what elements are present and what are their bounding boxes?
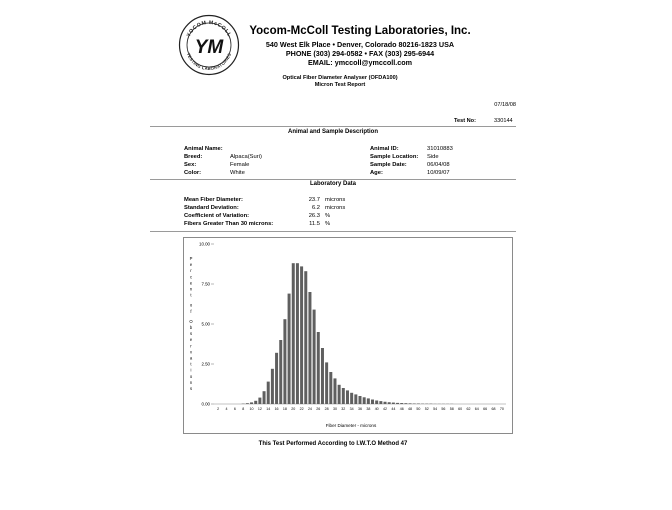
x-tick-label: 18 — [282, 407, 287, 411]
y-tick-label: 7.50 — [201, 281, 210, 287]
y-axis-label-char: c — [189, 274, 193, 280]
color-value: White — [230, 170, 245, 176]
x-tick-label: 32 — [341, 407, 346, 411]
histogram-bar — [317, 332, 320, 404]
sample-location-value: Side — [427, 154, 439, 160]
divider — [150, 179, 516, 180]
x-tick-label: 36 — [358, 407, 362, 411]
y-axis-label-char: e — [189, 337, 193, 343]
cv-unit: % — [325, 213, 331, 219]
animal-id-value: 31010883 — [427, 146, 453, 152]
histogram-bar — [367, 398, 370, 404]
histogram-bar — [258, 398, 261, 404]
x-tick-label: 2 — [217, 407, 220, 411]
y-axis-label-char: s — [189, 386, 193, 391]
color-label: Color: — [184, 170, 202, 176]
logo-mark: YM — [194, 37, 224, 58]
report-date: 07/18/08 — [494, 102, 516, 108]
sample-date-value: 06/04/08 — [427, 162, 450, 168]
histogram-bar — [321, 348, 324, 404]
method-footer: This Test Performed According to I.W.T.O Method 47 — [258, 441, 408, 447]
x-tick-label: 48 — [408, 407, 413, 411]
histogram-bar — [354, 394, 357, 404]
animal-section-title: Animal and Sample Description — [287, 129, 379, 135]
histogram-bar — [308, 292, 311, 404]
y-axis-label-char: t — [190, 292, 192, 298]
histogram-bar — [250, 402, 253, 404]
x-tick-label: 26 — [316, 407, 321, 411]
y-axis-label-char: P — [189, 256, 193, 261]
y-axis-label-char: e — [189, 262, 193, 268]
x-tick-label: 12 — [257, 407, 262, 411]
x-tick-label: 60 — [458, 407, 463, 411]
histogram-bar — [263, 391, 266, 404]
company-address: 540 West Elk Place • Denver, Colorado 80216-1823 USA — [265, 40, 455, 49]
histogram-bar — [409, 403, 412, 404]
x-tick-label: 8 — [242, 407, 245, 411]
mfd-label: Mean Fiber Diameter: — [184, 197, 243, 203]
histogram-bar — [379, 401, 382, 404]
histogram-bar — [359, 396, 362, 404]
breed-value: Alpaca(Suri) — [230, 154, 262, 160]
y-axis-label-char: v — [189, 349, 193, 355]
cv-label: Coefficient of Variation: — [184, 213, 250, 219]
y-axis-label-char: n — [189, 379, 193, 385]
y-axis-label-char: e — [189, 280, 193, 286]
histogram-bar — [396, 403, 399, 404]
sd-label: Standard Deviation: — [184, 205, 239, 211]
mfd-unit: microns — [325, 197, 346, 203]
x-tick-label: 34 — [349, 407, 354, 411]
animal-name-label: Animal Name: — [184, 146, 223, 152]
histogram-bar — [392, 403, 395, 404]
x-tick-label: 56 — [441, 407, 446, 411]
test-no-value: 330144 — [494, 118, 513, 124]
x-tick-label: 10 — [249, 407, 254, 411]
report-title: Optical Fiber Diameter Analyser (OFDA100) — [282, 75, 398, 81]
y-axis-label-char: o — [189, 302, 193, 308]
x-tick-label: 44 — [391, 407, 396, 411]
age-value: 10/09/07 — [427, 170, 450, 176]
histogram-bar — [325, 362, 328, 404]
x-tick-label: 58 — [449, 407, 454, 411]
histogram-bar — [283, 319, 286, 404]
y-tick-label: 5.00 — [201, 321, 210, 327]
x-tick-label: 70 — [499, 407, 504, 411]
x-tick-label: 14 — [266, 407, 271, 411]
fibers-over-30-value: 11.5 — [309, 221, 320, 227]
x-tick-label: 40 — [374, 407, 379, 411]
x-tick-label: 38 — [366, 407, 371, 411]
histogram-bar — [363, 397, 366, 404]
histogram-bar — [275, 353, 278, 404]
report-subtitle: Micron Test Report — [314, 82, 366, 88]
x-tick-label: 50 — [416, 407, 421, 411]
lab-section-title: Laboratory Data — [309, 181, 356, 187]
test-no-label: Test No: — [454, 118, 476, 124]
x-tick-label: 16 — [274, 407, 279, 411]
histogram-bar — [296, 263, 299, 404]
fiber-diameter-histogram — [184, 238, 512, 433]
logo-text-top: YOCOM McCOLL — [185, 19, 233, 39]
mfd-value: 23.7 — [308, 197, 320, 203]
y-tick-label: 10.00 — [199, 241, 210, 247]
x-axis-label: Fiber Diameter - microns — [325, 423, 377, 428]
breed-label: Breed: — [184, 154, 203, 160]
y-axis-label-char: r — [190, 268, 192, 274]
y-tick-label: 2.50 — [201, 361, 210, 367]
x-tick-label: 20 — [291, 407, 296, 411]
histogram-bar — [342, 388, 345, 404]
y-axis-label-char: b — [189, 325, 193, 330]
x-tick-label: 64 — [474, 407, 479, 411]
y-tick-label: 0.00 — [201, 401, 210, 407]
histogram-bar — [292, 263, 295, 404]
company-name: Yocom-McColl Testing Laboratories, Inc. — [249, 25, 471, 37]
sd-value: 6.2 — [311, 205, 320, 211]
x-tick-label: 52 — [424, 407, 429, 411]
divider — [150, 231, 516, 232]
histogram-bar — [400, 403, 403, 404]
company-email: EMAIL: ymccoll@ymccoll.com — [307, 58, 413, 67]
histogram-bar — [371, 400, 374, 404]
sd-unit: microns — [325, 205, 346, 211]
y-axis-label-char: f — [190, 308, 192, 314]
x-tick-label: 62 — [466, 407, 471, 411]
histogram-bar — [271, 369, 274, 404]
histogram-bar — [375, 400, 378, 404]
y-axis-label-char: a — [189, 355, 193, 361]
x-tick-label: 42 — [383, 407, 388, 411]
logo-text-bottom: TESTING LABORATORIES — [185, 52, 233, 72]
x-tick-label: 28 — [324, 407, 329, 411]
company-phone: PHONE (303) 294-0582 • FAX (303) 295-6944 — [285, 49, 435, 58]
histogram-bar — [350, 393, 353, 404]
histogram-bar — [288, 294, 291, 404]
sex-value: Female — [230, 162, 250, 168]
y-axis-label-char: O — [189, 318, 193, 324]
histogram-bar — [279, 340, 282, 404]
histogram-bar — [254, 401, 257, 404]
x-tick-label: 6 — [233, 407, 236, 411]
histogram-bar — [304, 271, 307, 404]
x-tick-label: 30 — [332, 407, 337, 411]
animal-id-label: Animal ID: — [370, 146, 399, 152]
x-tick-label: 4 — [225, 407, 228, 411]
x-tick-label: 22 — [299, 407, 304, 411]
x-tick-label: 68 — [491, 407, 496, 411]
company-logo-seal — [178, 14, 240, 76]
x-tick-label: 46 — [399, 407, 404, 411]
y-axis-label-char: n — [189, 286, 193, 292]
histogram-bar — [246, 403, 249, 404]
histogram-bar — [267, 382, 270, 404]
histogram-bar — [338, 385, 341, 404]
y-axis-label-char: i — [190, 367, 192, 373]
histogram-bar — [329, 372, 332, 404]
histogram-frame — [183, 237, 513, 434]
age-label: Age: — [370, 170, 383, 176]
y-axis-label — [189, 256, 193, 391]
y-axis-label-char: r — [190, 343, 192, 349]
sample-date-label: Sample Date: — [370, 162, 407, 168]
x-tick-label: 66 — [483, 407, 488, 411]
histogram-bar — [333, 378, 336, 404]
histogram-bar — [404, 403, 407, 404]
x-tick-label: 54 — [433, 407, 438, 411]
divider — [150, 126, 516, 127]
sample-location-label: Sample Location: — [370, 154, 419, 160]
histogram-bar — [388, 402, 391, 404]
y-axis-label-char: t — [190, 361, 192, 367]
fibers-over-30-unit: % — [325, 221, 331, 227]
y-axis-label-char: s — [189, 331, 193, 337]
histogram-bar — [300, 266, 303, 404]
fibers-over-30-label: Fibers Greater Than 30 microns: — [184, 221, 274, 227]
cv-value: 26.3 — [308, 213, 320, 219]
histogram-bar — [384, 402, 387, 404]
histogram-bar — [346, 390, 349, 404]
histogram-bar — [313, 310, 316, 404]
sex-label: Sex: — [184, 162, 197, 168]
x-tick-label: 24 — [307, 407, 312, 411]
y-axis-label-char: o — [189, 373, 193, 379]
